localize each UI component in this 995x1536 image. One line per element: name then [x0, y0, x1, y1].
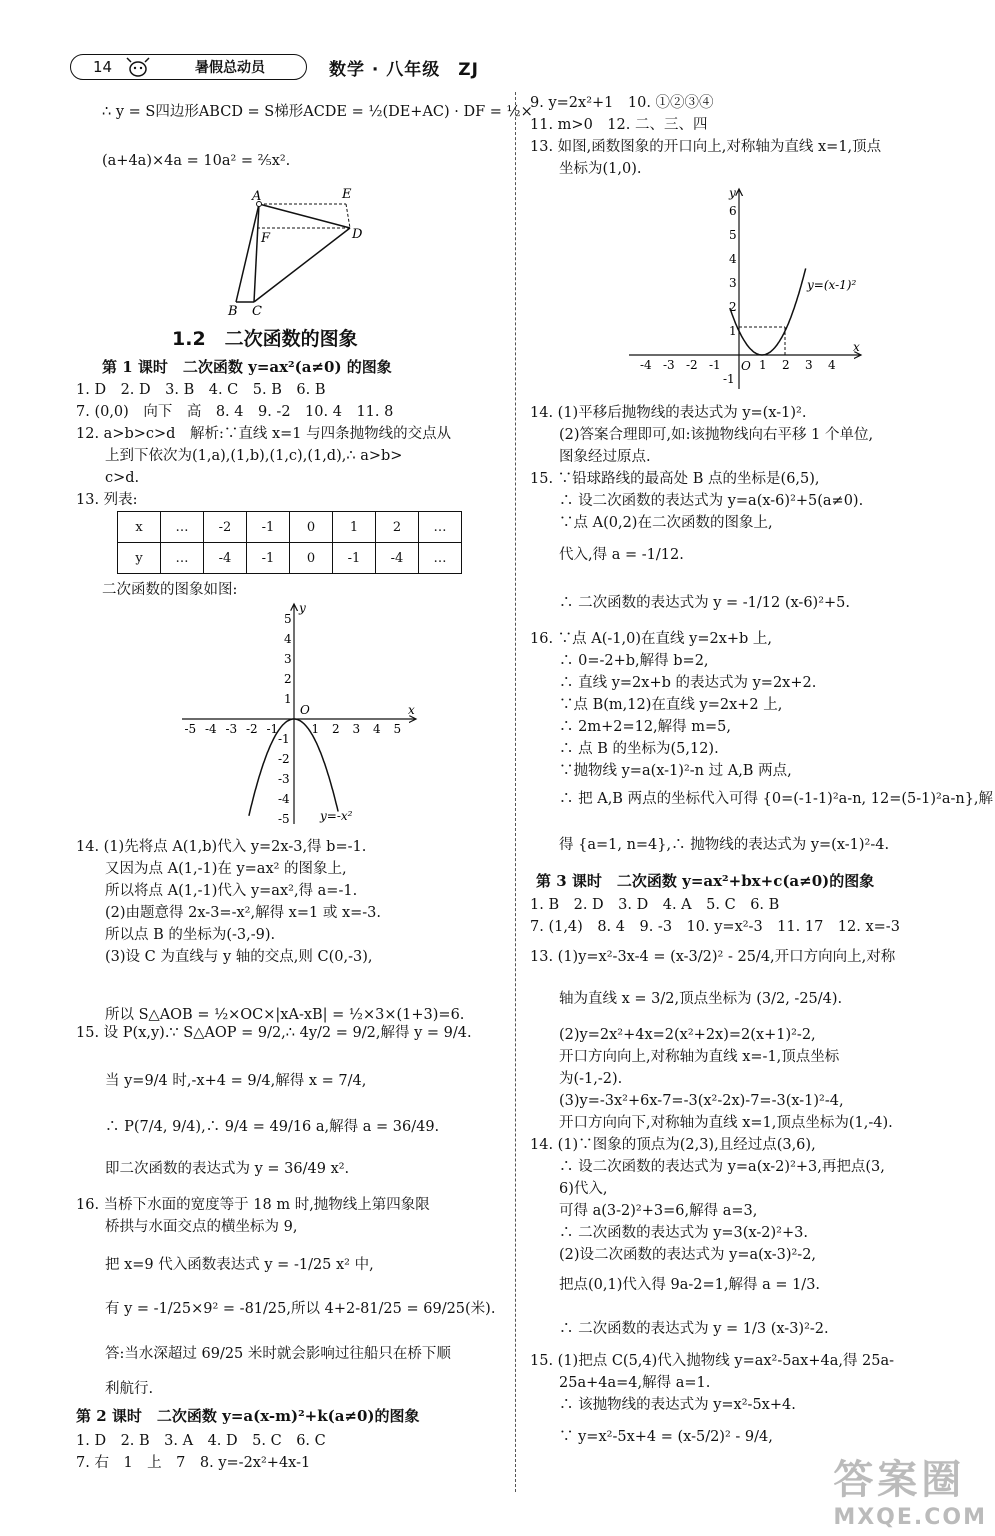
watermark-line2: MXQE.COM: [833, 1505, 987, 1530]
y-tick-label: 2: [729, 300, 737, 314]
y-tick-label: 1: [729, 324, 737, 338]
answer-line: 可得 a(3-2)²+3=6,解得 a=3,: [530, 1203, 758, 1219]
y-axis-label: y: [729, 186, 736, 200]
answer-line: ∴ 点 B 的坐标为(5,12).: [530, 741, 719, 757]
section-title: 1.2 二次函数的图象: [172, 328, 358, 350]
y-tick-label: 2: [284, 672, 292, 686]
answer-line: (2)设二次函数的表达式为 y=a(x-3)²-2,: [530, 1247, 817, 1263]
y-tick-label: 5: [729, 228, 737, 242]
y-tick-label: 4: [284, 632, 292, 646]
watermark: [833, 1448, 987, 1530]
y-tick-label: -3: [278, 772, 290, 786]
answer-line: c>d.: [76, 470, 140, 486]
table-cell: -1: [247, 512, 290, 543]
table-row-x: [118, 512, 462, 543]
brand-title: 暑假总动员: [195, 60, 265, 76]
x-tick-label: -4: [640, 358, 652, 372]
answer-line: 14. (1)平移后抛物线的表达式为 y=(x-1)².: [530, 405, 807, 421]
q16-line: 把 x=9 代入函数表达式 y = -1/25 x² 中,: [76, 1257, 374, 1273]
q14-line: 14. (1)先将点 A(1,b)代入 y=2x-3,得 b=-1.: [76, 839, 367, 855]
answer-line: 11. m>0 12. 二、三、四: [530, 117, 708, 133]
answer-line: 开口方向向下,对称轴为直线 x=1,顶点坐标为(1,-4).: [530, 1115, 893, 1131]
answer-line: 图象经过原点.: [530, 449, 651, 465]
edge-ad: [259, 204, 350, 228]
answer-line: 为(-1,-2).: [530, 1071, 623, 1087]
page-number: 14: [93, 58, 113, 76]
y-tick-label: 4: [729, 252, 737, 266]
answer-line: 上到下依次为(1,a),(1,b),(1,c),(1,d),∴ a>b>: [76, 448, 403, 464]
graph-parabola-up: [625, 185, 870, 395]
q16-line: 16. 当桥下水面的宽度等于 18 m 时,抛物线上第四象限: [76, 1197, 430, 1213]
x-axis-label: x: [853, 340, 860, 354]
answer-line: 代入,得 a = -1/12.: [530, 547, 684, 563]
table-cell: 1: [333, 512, 376, 543]
label-d: D: [352, 227, 363, 242]
x-tick-label: 4: [828, 358, 836, 372]
x-tick-label: -1: [709, 358, 721, 372]
answer-line: 开口方向向上,对称轴为直线 x=-1,顶点坐标: [530, 1049, 840, 1065]
x-axis-label: x: [408, 703, 415, 717]
answer-line: ∴ 二次函数的表达式为 y = -1/12 (x-6)²+5.: [530, 595, 851, 611]
y-tick-label: -4: [278, 792, 290, 806]
x-tick-label: -2: [686, 358, 698, 372]
answer-line: ∴ 2m+2=12,解得 m=5,: [530, 719, 732, 735]
table-cell: …: [161, 543, 204, 574]
answer-line: 15. ∵铅球路线的最高处 B 点的坐标是(6,5),: [530, 471, 820, 487]
answer-line: ∵ y=x²-5x+4 = (x-5/2)² - 9/4,: [530, 1429, 773, 1445]
q14-line: (2)由题意得 2x-3=-x²,解得 x=1 或 x=-3.: [76, 905, 382, 921]
column-divider: [515, 92, 516, 1492]
answer-line: 14. (1)∵图象的顶点为(2,3),且经过点(3,6),: [530, 1137, 816, 1153]
answer-line: 13. 如图,函数图象的开口向上,对称轴为直线 x=1,顶点: [530, 139, 882, 155]
subject-title: 数学 · 八年级 ZJ: [329, 59, 479, 80]
y-tick-label: -1: [723, 372, 735, 386]
table-cell: …: [419, 543, 462, 574]
x-tick-label: 2: [332, 722, 340, 736]
q15-line: 即二次函数的表达式为 y = 36/49 x².: [76, 1161, 350, 1177]
y-tick-label: 3: [729, 276, 737, 290]
label-c: C: [252, 304, 262, 318]
answer-line: (2)y=2x²+4x=2(x²+2x)=2(x+1)²-2,: [530, 1027, 816, 1043]
x-tick-label: 5: [393, 722, 402, 736]
answer-line: ∴ 二次函数的表达式为 y=3(x-2)²+3.: [530, 1225, 808, 1241]
text-line: (a+4a)×4a = 10a² = ⅖x².: [102, 153, 291, 169]
y-tick-label: -2: [278, 752, 290, 766]
mascot-icon: [123, 56, 153, 78]
answer-line: ∴ 设二次函数的表达式为 y=a(x-2)²+3,再把点(3,: [530, 1159, 885, 1175]
answer-line: ∴ 直线 y=2x+b 的表达式为 y=2x+2.: [530, 675, 817, 691]
x-tick-label: -5: [184, 722, 197, 736]
answer-line: 9. y=2x²+1 10. ①②③④: [530, 95, 714, 111]
y-tick-label: -5: [278, 812, 290, 826]
lesson-3-title: 第 3 课时 二次函数 y=ax²+bx+c(a≠0)的图象: [536, 872, 875, 890]
x-tick-label: 4: [373, 722, 381, 736]
q16-line: 答:当水深超过 69/25 米时就会影响过往船只在桥下顺: [76, 1346, 451, 1362]
y-tick-label: 3: [284, 652, 292, 666]
table-cell: y: [118, 543, 161, 574]
q16-line: 利航行.: [76, 1381, 154, 1397]
q15-line: 当 y=9/4 时,-x+4 = 9/4,解得 x = 7/4,: [76, 1073, 367, 1089]
watermark-line1: 答案圈: [833, 1457, 966, 1503]
q14-line: 所以点 B 的坐标为(-3,-9).: [76, 927, 276, 943]
answer-line: 15. (1)把点 C(5,4)代入抛物线 y=ax²-5ax+4a,得 25a-: [530, 1353, 895, 1369]
graph-caption: 二次函数的图象如图:: [102, 582, 238, 598]
label-e: E: [342, 188, 352, 202]
answer-line: 1. D 2. D 3. B 4. C 5. B 6. B: [76, 382, 326, 398]
value-table: [117, 511, 462, 574]
table-cell: 2: [376, 512, 419, 543]
answer-line: 6)代入,: [530, 1181, 608, 1197]
answer-line: 13. 列表:: [76, 492, 138, 508]
answer-line: 25a+4a=4,解得 a=1.: [530, 1375, 711, 1391]
answer-line: 1. B 2. D 3. D 4. A 5. C 6. B: [530, 897, 780, 913]
label-a: A: [252, 189, 262, 204]
x-tick-label: 1: [311, 722, 320, 736]
answer-line: ∵点 B(m,12)在直线 y=2x+2 上,: [530, 697, 783, 713]
table-cell: 0: [290, 543, 333, 574]
answer-line: 1. D 2. B 3. A 4. D 5. C 6. C: [76, 1433, 326, 1449]
origin-label: O: [741, 359, 751, 373]
edge-ed: [346, 204, 350, 228]
table-row-y: [118, 543, 462, 574]
table-cell: 0: [290, 512, 333, 543]
q16-line: 有 y = -1/25×9² = -81/25,所以 4+2-81/25 = 69/25(米).: [76, 1301, 496, 1317]
answer-line: 坐标为(1,0).: [530, 161, 642, 177]
q14-line: (3)设 C 为直线与 y 轴的交点,则 C(0,-3),: [76, 949, 373, 965]
table-cell: …: [419, 512, 462, 543]
q15-line: ∴ P(7/4, 9/4),∴ 9/4 = 49/16 a,解得 a = 36/49.: [76, 1119, 440, 1135]
x-tick-label: -3: [225, 722, 238, 736]
q14-line: 又因为点 A(1,-1)在 y=ax² 的图象上,: [76, 861, 347, 877]
x-tick-label: -2: [246, 722, 258, 736]
answer-line: 7. (0,0) 向下 高 8. 4 9. -2 10. 4 11. 8: [76, 404, 394, 420]
label-b: B: [228, 304, 238, 318]
answer-line: ∴ 把 A,B 两点的坐标代入可得 {0=(-1-1)²a-n, 12=(5-1)²a-n},解: [530, 791, 994, 807]
edge-ab: [236, 204, 259, 302]
x-tick-label: -3: [663, 358, 675, 372]
answer-line: (2)答案合理即可,如:该抛物线向右平移 1 个单位,: [530, 427, 874, 443]
answer-line: 7. 右 1 上 7 8. y=-2x²+4x-1: [76, 1455, 311, 1471]
y-tick-label: 6: [729, 204, 737, 218]
answer-line: 13. (1)y=x²-3x-4 = (x-3/2)² - 25/4,开口方向向上,对称: [530, 949, 896, 965]
text-line: ∴ y = S四边形ABCD = S梯形ACDE = ½(DE+AC) · DF = ½×: [102, 104, 533, 120]
table-cell: -1: [247, 543, 290, 574]
y-tick-label: 1: [284, 692, 292, 706]
q16-line: 桥拱与水面交点的横坐标为 9,: [76, 1219, 298, 1235]
x-tick-label: -4: [205, 722, 217, 736]
curve-label: y=-x²: [320, 809, 353, 823]
curve-label: y=(x-1)²: [807, 278, 857, 292]
answer-line: 把点(0,1)代入得 9a-2=1,解得 a = 1/3.: [530, 1277, 821, 1293]
table-cell: -4: [204, 543, 247, 574]
q14-line: 所以 S△AOB = ½×OC×|xA-xB| = ½×3×(1+3)=6.: [76, 1007, 465, 1023]
y-tick-label: -1: [278, 732, 290, 746]
parabola-curve: [730, 268, 806, 355]
origin-label: O: [300, 703, 310, 717]
page-number-box: [70, 54, 307, 80]
lesson-1-title: 第 1 课时 二次函数 y=ax²(a≠0) 的图象: [102, 358, 392, 376]
answer-line: (3)y=-3x²+6x-7=-3(x²-2x)-7=-3(x-1)²-4,: [530, 1093, 844, 1109]
lesson-2-title: 第 2 课时 二次函数 y=a(x-m)²+k(a≠0)的图象: [76, 1407, 420, 1425]
y-tick-label: 5: [284, 612, 292, 626]
x-tick-label: 3: [352, 722, 361, 736]
x-tick-label: -1: [266, 722, 279, 736]
q15-line: 15. 设 P(x,y).∵ S△AOP = 9/2,∴ 4y/2 = 9/2,解得 y = 9/4.: [76, 1025, 472, 1041]
answer-line: 得 {a=1, n=4},∴ 抛物线的表达式为 y=(x-1)²-4.: [530, 837, 890, 853]
page-header: [70, 54, 479, 80]
answer-line: 7. (1,4) 8. 4 9. -3 10. y=x²-3 11. 17 12. x=-3: [530, 919, 900, 935]
answer-line: ∴ 该抛物线的表达式为 y=x²-5x+4.: [530, 1397, 796, 1413]
answer-line: ∴ 二次函数的表达式为 y = 1/3 (x-3)²-2.: [530, 1321, 829, 1337]
q14-line: 所以将点 A(1,-1)代入 y=ax²,得 a=-1.: [76, 883, 358, 899]
edge-ac: [254, 204, 259, 302]
x-tick-label: 1: [759, 358, 767, 372]
answer-line: ∴ 0=-2+b,解得 b=2,: [530, 653, 709, 669]
label-f: F: [261, 231, 271, 246]
answer-line: ∵点 A(0,2)在二次函数的图象上,: [530, 515, 773, 531]
graph-parabola-down: [178, 600, 423, 830]
answer-line: ∵抛物线 y=a(x-1)²-n 过 A,B 两点,: [530, 763, 792, 779]
table-cell: x: [118, 512, 161, 543]
table-cell: …: [161, 512, 204, 543]
table-cell: -1: [333, 543, 376, 574]
answer-line: 12. a>b>c>d 解析:∵直线 x=1 与四条抛物线的交点从: [76, 426, 452, 442]
table-cell: -4: [376, 543, 419, 574]
answer-line: 16. ∵点 A(-1,0)在直线 y=2x+b 上,: [530, 631, 773, 647]
table-cell: -2: [204, 512, 247, 543]
answer-line: ∴ 设二次函数的表达式为 y=a(x-6)²+5(a≠0).: [530, 493, 864, 509]
x-tick-label: 3: [805, 358, 813, 372]
answer-line: 轴为直线 x = 3/2,顶点坐标为 (3/2, -25/4).: [530, 991, 843, 1007]
y-axis-label: y: [299, 601, 306, 615]
x-tick-label: 2: [782, 358, 790, 372]
geometry-figure: [222, 188, 372, 318]
